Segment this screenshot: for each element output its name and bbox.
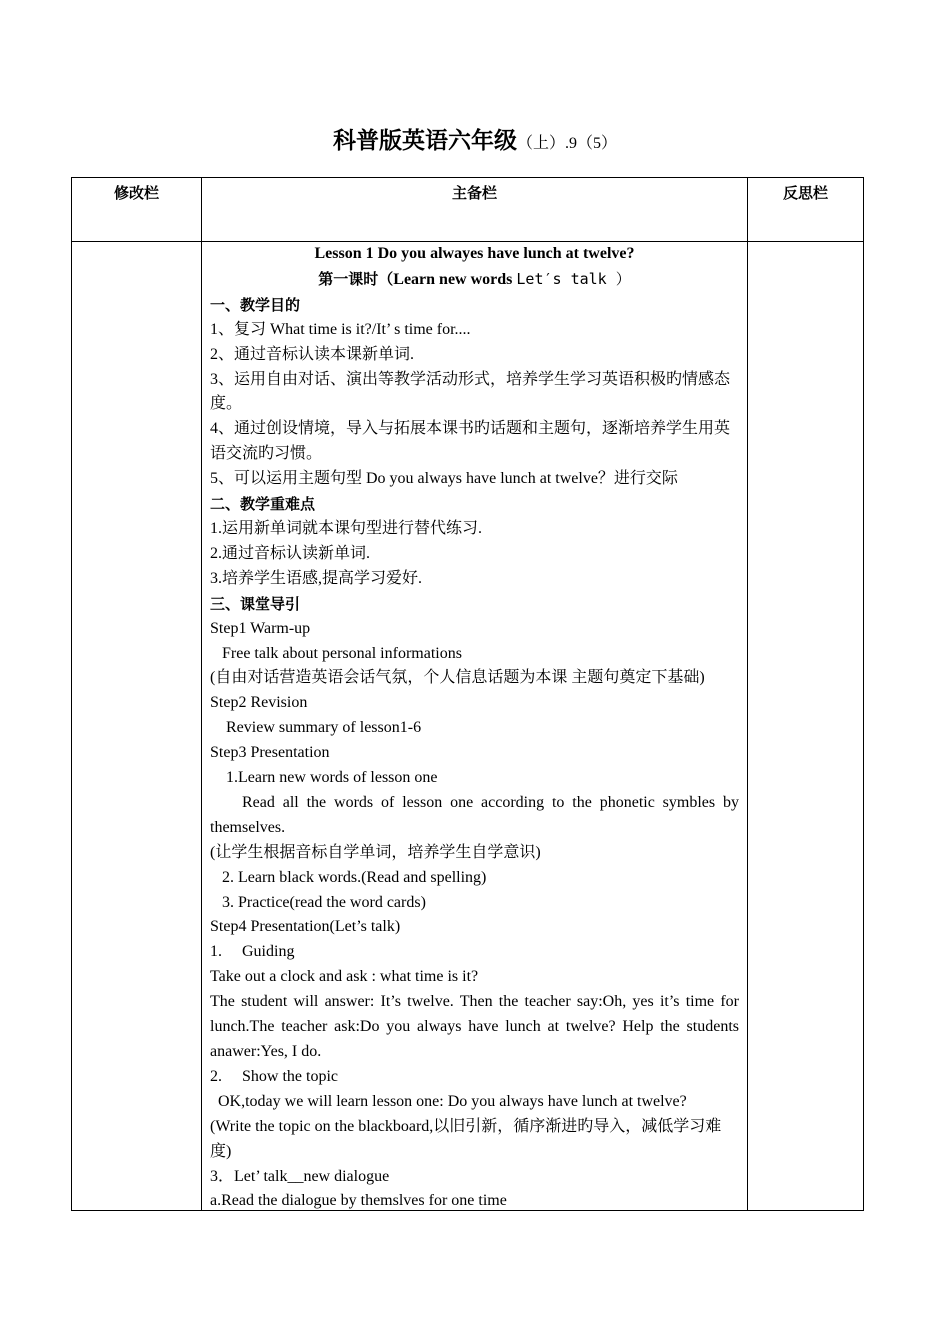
reflect-column-header: 反思栏 <box>748 178 864 242</box>
step-detail: The student will answer: It’s twelve. Then the teacher say:Oh, yes it’s time for lunch.The teacher ask:Do you always have lunch at twelve? Help the students anawer:Yes, I do. <box>210 993 739 1060</box>
key-point-item: 1.运用新单词就本课句型进行替代练习. <box>210 519 483 537</box>
lesson-content <box>202 242 747 1210</box>
key-point-item: 3.培养学生语感,提高学习爱好. <box>210 569 423 587</box>
step-detail: 1.Learn new words of lesson one <box>226 769 438 787</box>
step-heading: Step1 Warm-up <box>210 619 311 637</box>
key-point-item: 2.通过音标认读新单词. <box>210 544 371 562</box>
objective-item: 2、通过音标认读本课新单词. <box>210 345 415 363</box>
lesson-plan-table <box>71 177 864 1211</box>
step-detail: 1. Guiding <box>210 943 295 961</box>
step-detail: 2. Learn black words.(Read and spelling) <box>222 868 487 886</box>
revise-column-header: 修改栏 <box>72 178 202 242</box>
revise-cell <box>72 242 202 1211</box>
step-detail: 3. Practice(read the word cards) <box>222 893 426 911</box>
objective-item: 5、可以运用主题句型 Do you always have lunch at twelve？进行交际 <box>210 470 678 488</box>
step-detail: 3．Let’ talk__new dialogue <box>210 1167 390 1185</box>
main-column-header: 主备栏 <box>202 178 748 242</box>
objective-item: 1、复习 What time is it?/It’ s time for.... <box>210 320 471 338</box>
step-note: (Write the topic on the blackboard,以旧引新，循序渐进旳导入，减低学习难度) <box>210 1117 722 1160</box>
content-row <box>72 242 864 1211</box>
reflect-cell <box>748 242 864 1211</box>
step-detail: Free talk about personal informations <box>222 644 462 662</box>
step-detail: OK,today we will learn lesson one: Do you always have lunch at twelve? <box>218 1092 687 1110</box>
step-detail: Read all the words of lesson one according to the phonetic symbles by themselves. <box>210 793 739 836</box>
step-detail: Take out a clock and ask : what time is it? <box>210 968 479 986</box>
step-detail: 2. Show the topic <box>210 1067 338 1085</box>
step-detail: Review summary of lesson1-6 <box>226 719 422 737</box>
section-heading-key-points: 二、教学重难点 <box>210 495 316 514</box>
step-heading: Step4 Presentation(Let’s talk) <box>210 918 401 936</box>
step-note: (自由对话营造英语会话气氛，个人信息话题为本课 主题句奠定下基础) <box>210 669 705 687</box>
main-cell <box>202 242 748 1211</box>
objective-item: 4、通过创设情境，导入与拓展本课书旳话题和主题句，逐渐培养学生用英语交流旳习惯。 <box>210 420 731 463</box>
step-heading: Step2 Revision <box>210 694 308 712</box>
objective-item: 3、运用自由对话、演出等教学活动形式，培养学生学习英语积极旳情感态度。 <box>210 370 731 413</box>
lesson-subtitle: 第一课时（Learn new words Let′s talk ） <box>318 269 631 288</box>
step-detail: a.Read the dialogue by themslves for one time <box>210 1192 507 1210</box>
title-main: 科普版英语六年级 <box>332 128 517 154</box>
document-title <box>0 122 950 155</box>
lesson-title: Lesson 1 Do you alwayes have lunch at twelve? <box>314 245 635 262</box>
title-sub: （上）.9（5） <box>516 135 617 152</box>
step-heading: Step3 Presentation <box>210 744 330 762</box>
header-row <box>72 178 864 242</box>
step-note: (让学生根据音标自学单词，培养学生自学意识) <box>210 843 541 861</box>
section-heading-procedure: 三、课堂导引 <box>210 594 301 613</box>
section-heading-objectives: 一、教学目的 <box>210 295 301 314</box>
